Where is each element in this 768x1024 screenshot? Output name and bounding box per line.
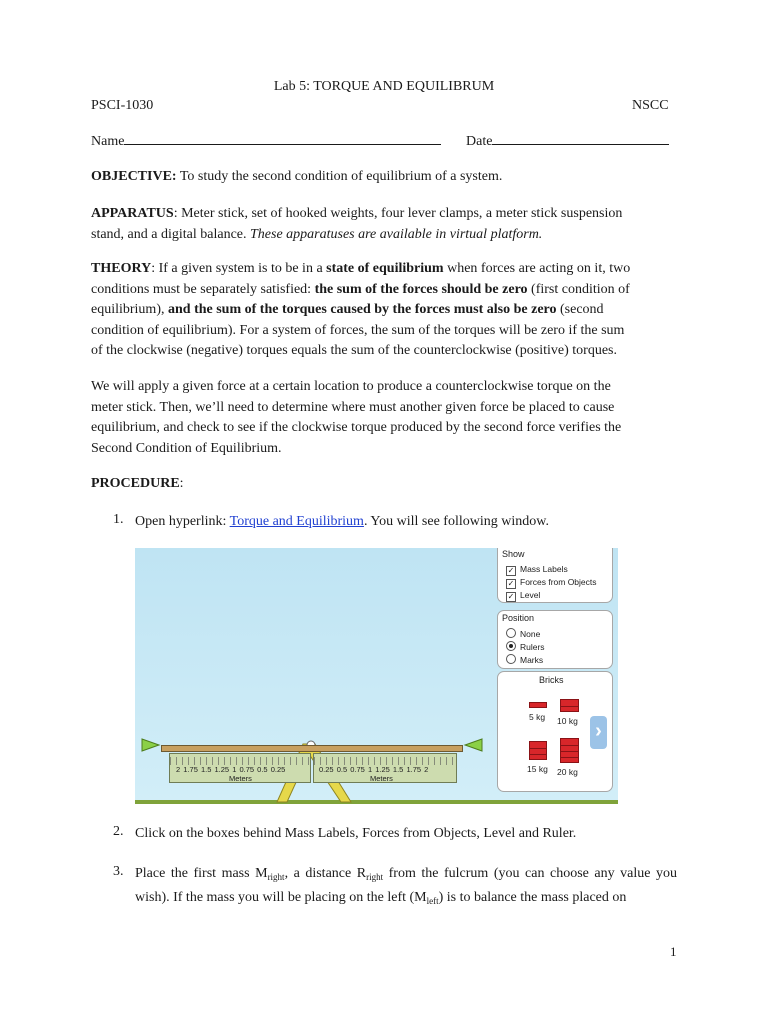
apparatus-line1: : Meter stick, set of hooked weights, four lever clamps, a meter stick suspension	[173, 206, 623, 221]
brick-15kg-label: 15 kg	[527, 764, 548, 774]
apparatus-label: APPARATUS	[91, 206, 174, 221]
date-field	[466, 132, 669, 150]
step3-text	[135, 864, 677, 911]
step3-part: , a distance R	[284, 866, 367, 881]
theory-bold: the sum of the forces should be zero	[314, 281, 528, 297]
tick-label: 0.75	[239, 765, 255, 774]
step-number: 2.	[113, 824, 124, 839]
theory-text: of the clockwise (negative) torques equals the sum of the counterclockwise (positive) torques.	[91, 343, 618, 358]
option-label: Mass Labels	[520, 564, 568, 574]
torque-equilibrium-link[interactable]: Torque and Equilibrium	[229, 514, 364, 529]
position-panel-title: Position	[502, 613, 535, 623]
procedure-label: PROCEDURE	[91, 476, 180, 491]
simulation-screenshot	[135, 548, 618, 804]
tick-label: 0.25	[270, 765, 286, 774]
subscript: left	[426, 895, 439, 906]
step1-text	[135, 512, 680, 533]
theory-text: (second	[556, 302, 604, 317]
name-field	[91, 132, 441, 150]
next-arrow-button[interactable]: ›	[590, 716, 607, 749]
date-underline	[492, 132, 669, 145]
right-ruler-unit: Meters	[370, 774, 393, 783]
procedure-heading	[91, 476, 184, 492]
tick-label: 1.5	[200, 765, 212, 774]
option-label: Level	[520, 590, 541, 600]
right-ruler-numbers	[319, 765, 428, 774]
objective-paragraph	[91, 167, 677, 188]
step2-text: Click on the boxes behind Mass Labels, Forces from Objects, Level and Ruler.	[135, 826, 577, 841]
intro-text: equilibrium, and check to see if the clockwise torque produced by the second force verifies the	[91, 420, 622, 435]
right-level-marker-icon	[465, 739, 482, 751]
tick-label: 1	[232, 765, 237, 774]
left-level-marker-icon	[142, 739, 159, 751]
page-number: 1	[670, 944, 677, 959]
step1-suffix: . You will see following window.	[363, 514, 549, 529]
theory-bold: and the sum of the torques caused by the forces must also be zero	[168, 302, 557, 317]
brick-20kg-label: 20 kg	[557, 767, 578, 777]
theory-text: condition of equilibrium). For a system of forces, the sum of the torques will be zero if the sum	[91, 322, 625, 338]
ruler-ticks	[170, 757, 310, 765]
left-ruler-numbers	[176, 765, 285, 774]
tick-label: 1.25	[375, 765, 390, 774]
checkbox-checked-icon[interactable]: ✓	[507, 566, 515, 575]
checkbox-checked-icon[interactable]: ✓	[507, 592, 515, 601]
tick-label: 1.5	[392, 765, 404, 774]
tick-label: 0.5	[336, 765, 348, 774]
intro-text: We will apply a given force at a certain location to produce a counterclockwise torque on the	[91, 379, 611, 394]
step-number: 3.	[113, 864, 124, 879]
bricks-panel-title: Bricks	[539, 675, 564, 685]
tick-label: 2	[176, 765, 181, 774]
checkbox-checked-icon[interactable]: ✓	[507, 579, 515, 588]
page-title	[0, 79, 768, 95]
name-label: Name	[91, 134, 125, 149]
plank[interactable]	[161, 745, 463, 752]
theory-paragraph	[91, 259, 677, 362]
ruler-ticks	[314, 757, 456, 765]
step1-prefix: Open hyperlink:	[135, 514, 230, 529]
intro-paragraph	[91, 377, 677, 459]
theory-text: conditions must be separately satisfied:	[91, 281, 315, 297]
tick-label: 0.25	[319, 765, 334, 774]
intro-text: Second Condition of Equilibrium.	[91, 440, 282, 456]
step3-part: from the fulcrum (you can choose any value you	[383, 866, 678, 881]
step3-part: ) is to balance the mass placed on	[438, 889, 627, 905]
theory-text: when forces are acting on it, two	[443, 261, 631, 276]
theory-label: THEORY	[91, 261, 152, 276]
show-panel-title: Show	[502, 549, 525, 559]
objective-label: OBJECTIVE:	[91, 169, 177, 184]
brick-5kg-label: 5 kg	[529, 712, 546, 722]
option-label: Rulers	[520, 642, 545, 652]
theory-text: (first condition of	[527, 281, 630, 297]
intro-text: meter stick. Then, we’ll need to determine where must another given force be placed to cause	[91, 399, 615, 415]
left-ruler	[169, 753, 311, 783]
tick-label: 1.75	[183, 765, 198, 774]
tick-label: 1.25	[214, 765, 230, 774]
procedure-colon: :	[179, 476, 184, 491]
tick-label: 1	[367, 765, 373, 774]
tick-label: 1.75	[406, 765, 422, 774]
tick-label: 2	[424, 765, 429, 774]
option-label: Marks	[520, 655, 544, 665]
objective-text: To study the second condition of equilibrium of a system.	[176, 169, 503, 184]
apparatus-line2: stand, and a digital balance.	[91, 226, 250, 242]
apparatus-paragraph	[91, 204, 677, 245]
option-label: None	[520, 629, 541, 639]
theory-text: equilibrium),	[91, 302, 168, 317]
tick-label: 0.75	[350, 765, 365, 774]
name-underline	[124, 132, 441, 145]
theory-text: : If a given system is to be in a	[151, 261, 327, 276]
brick-10kg-label: 10 kg	[557, 716, 578, 726]
subscript: right	[267, 872, 285, 882]
theory-bold: state of equilibrium	[326, 261, 444, 276]
step3-part: Place the first mass M	[135, 866, 268, 881]
course-code: PSCI-1030	[91, 98, 154, 113]
step-number: 1.	[113, 512, 124, 527]
apparatus-italic-note: These apparatuses are available in virtual platform.	[250, 226, 543, 242]
date-label: Date	[466, 134, 493, 149]
school-name: NSCC	[632, 98, 669, 113]
title-text: Lab 5: TORQUE AND EQUILIBRUM	[273, 79, 495, 94]
left-ruler-unit: Meters	[229, 774, 252, 783]
subscript: right	[366, 872, 384, 882]
option-label: Forces from Objects	[520, 577, 597, 587]
step3-part: wish). If the mass you will be placing on the left (M	[135, 889, 427, 905]
right-ruler	[313, 753, 457, 783]
tick-label: 0.5	[257, 765, 268, 774]
